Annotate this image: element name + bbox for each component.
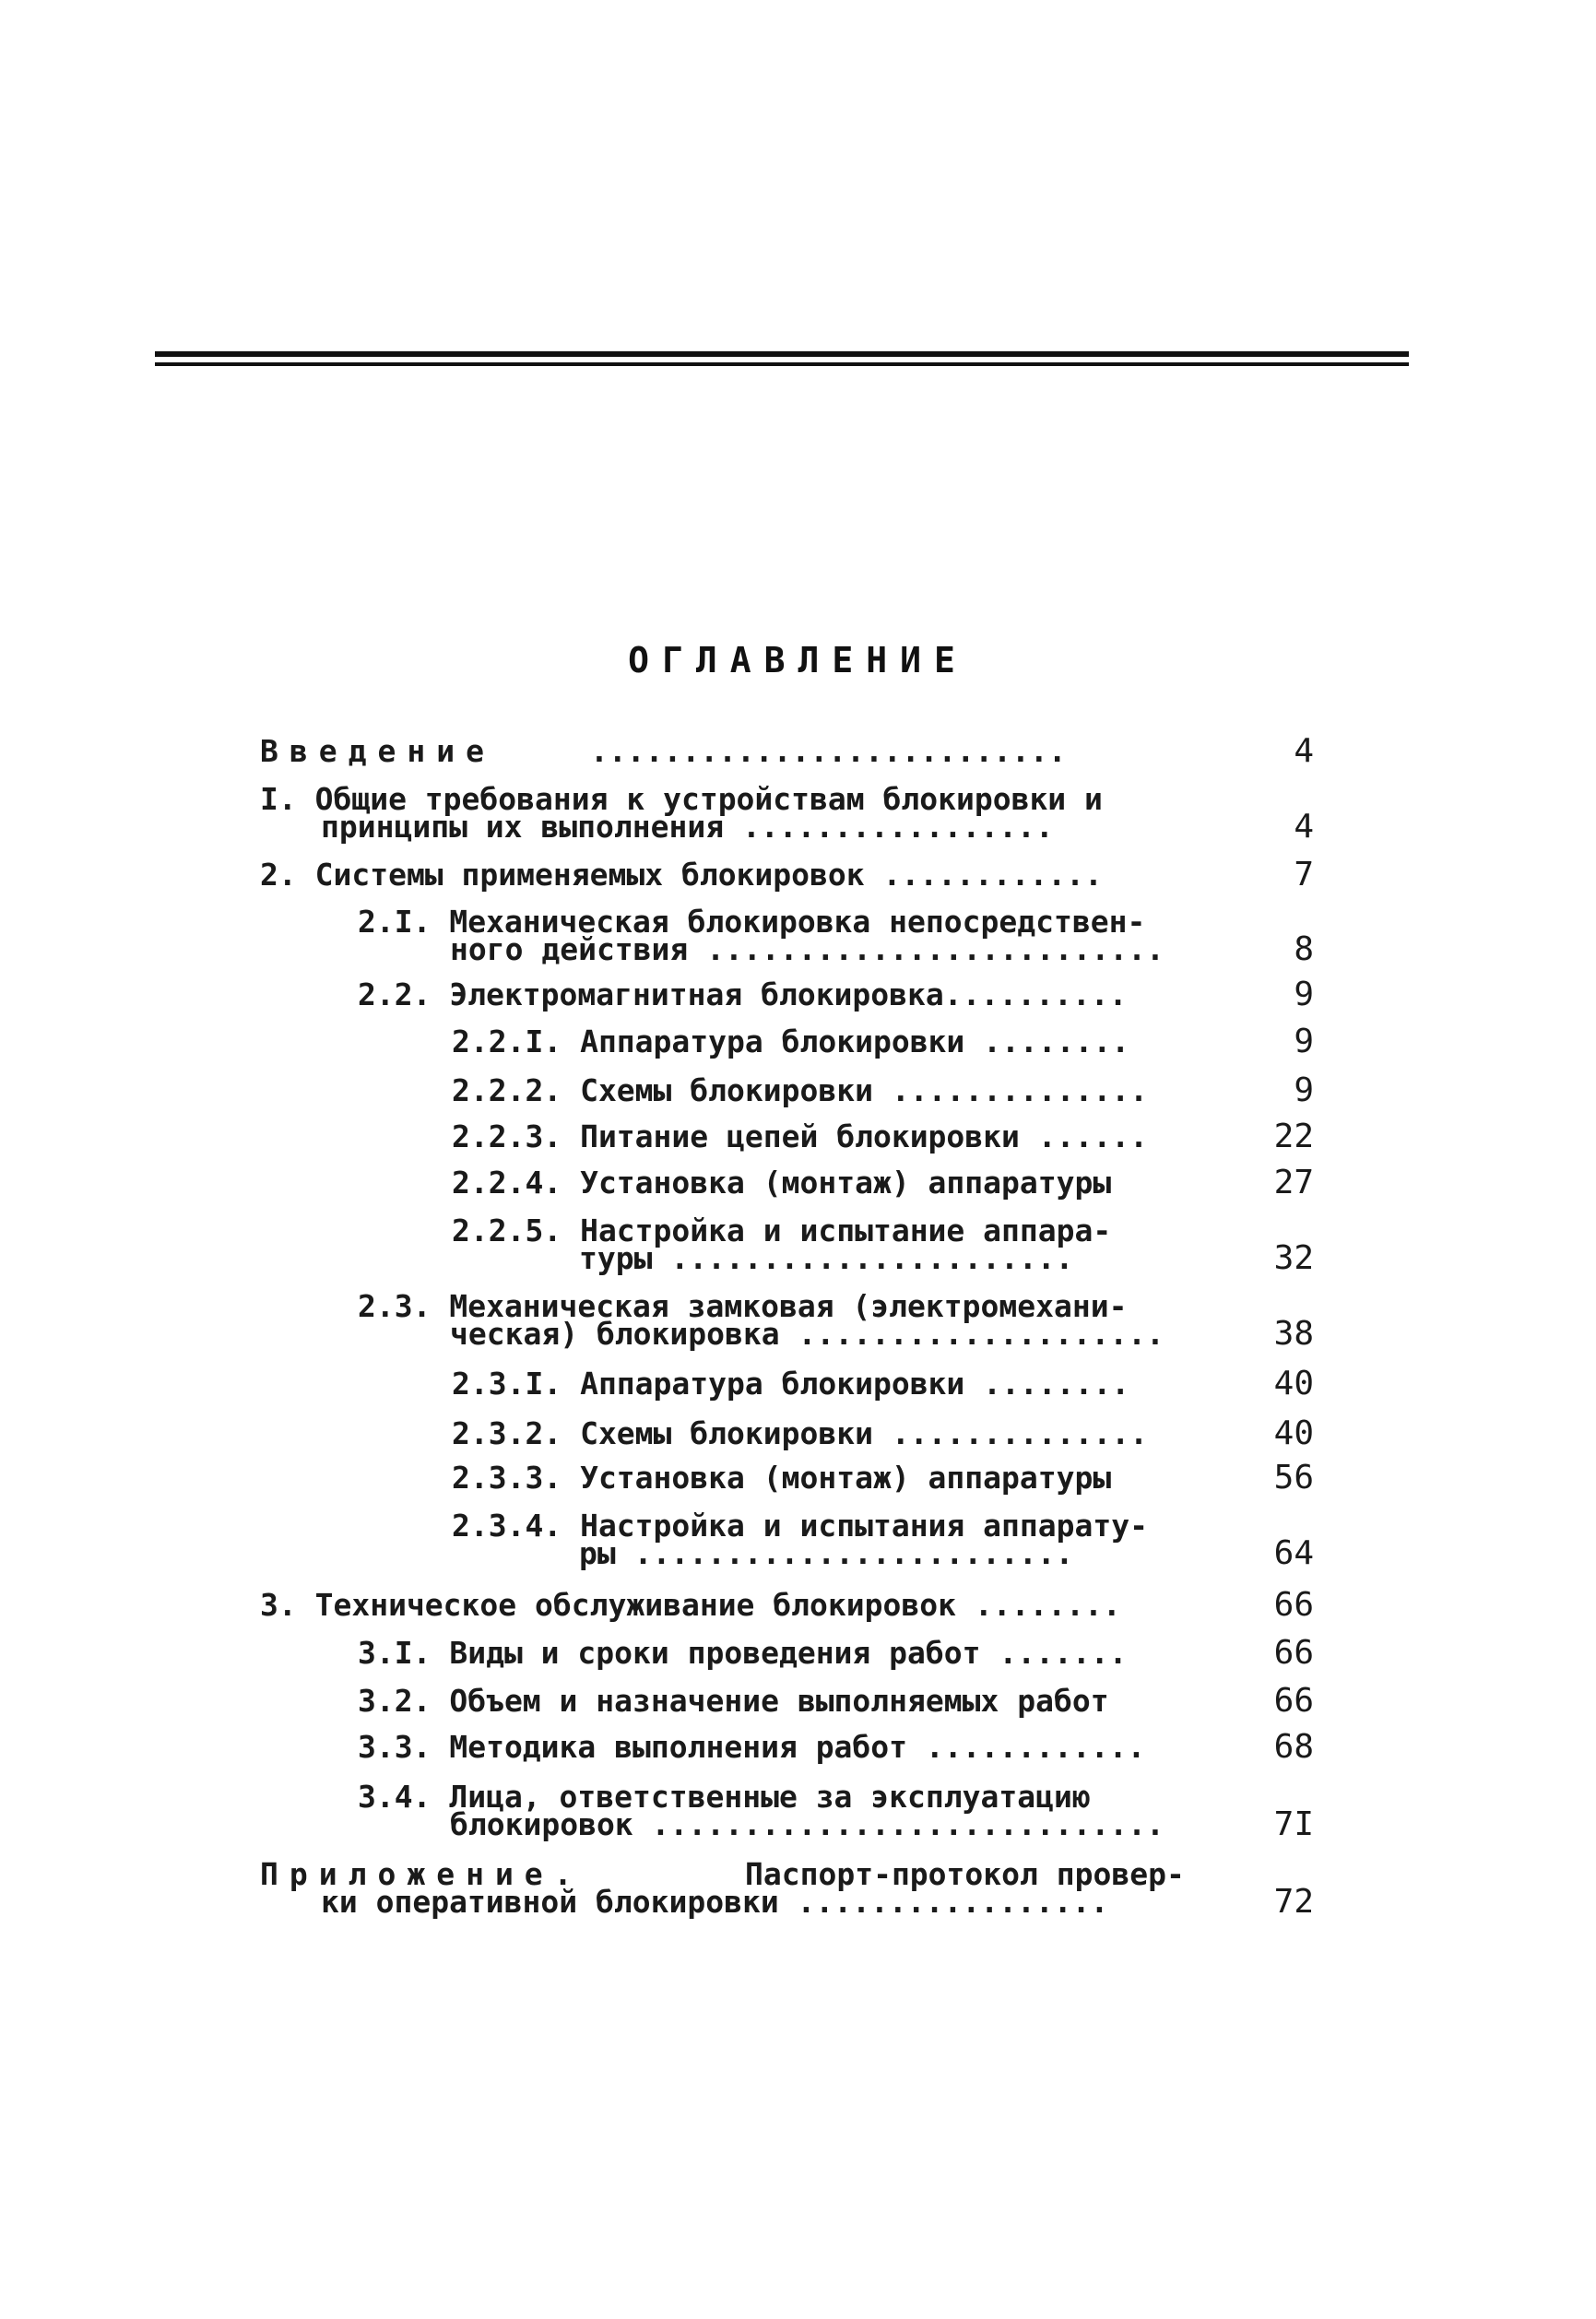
toc-entry-title-cont: туры ......................: [579, 1240, 1074, 1276]
toc-page-number: 40: [1273, 1414, 1314, 1452]
toc-entry-title: 2.2.5. Настройка и испытание аппара-: [452, 1213, 1112, 1248]
toc-entry-title: 2.3. Механическая замковая (электромехани-: [358, 1288, 1128, 1324]
toc-page-number: 56: [1273, 1459, 1314, 1497]
page-title: ОГЛАВЛЕНИЕ: [628, 640, 968, 680]
toc-entry-title-cont: ческая) блокировка ....................: [450, 1316, 1164, 1352]
toc-entry-2-2: [0, 976, 1596, 1013]
toc-entry-title: Введение: [260, 733, 495, 769]
toc-entry-title: 2.2.2. Схемы блокировки ..............: [452, 1072, 1148, 1108]
toc-entry-2-3-3: [0, 1460, 1596, 1497]
toc-entry-title-cont: блокировок ............................: [450, 1806, 1164, 1842]
toc-entry-title: 2.3.4. Настройка и испытания аппарату-: [452, 1508, 1148, 1544]
toc-entry-title-extra: Паспорт-протокол провер-: [745, 1856, 1185, 1892]
toc-entry-title: 3.3. Методика выполнения работ ............: [358, 1729, 1146, 1765]
toc-page-number: 8: [1294, 930, 1314, 968]
toc-page-number: 4: [1294, 732, 1314, 770]
toc-entry-2-3-cont: [0, 1316, 1596, 1353]
toc-entry-title: I. Общие требования к устройствам блокировки и: [260, 781, 1103, 817]
toc-entry-2-3-2: [0, 1415, 1596, 1452]
top-rule: [155, 351, 1409, 357]
toc-entry-title-cont: ки оперативной блокировки .................: [321, 1884, 1109, 1920]
toc-page-number: 32: [1273, 1239, 1314, 1277]
toc-page-number: 66: [1273, 1682, 1314, 1720]
toc-entry-title: 2.3.I. Аппаратура блокировки ........: [452, 1366, 1130, 1402]
toc-page-number: 9: [1294, 1071, 1314, 1109]
toc-entry-2: [0, 857, 1596, 893]
toc-entry-2-2-1: [0, 1023, 1596, 1060]
toc-leader-dots: ..........................: [590, 733, 1067, 769]
toc-entry-title: Приложение.: [260, 1856, 584, 1892]
toc-entry-appendix-cont: [0, 1884, 1596, 1921]
toc-entry-2-1-cont: [0, 931, 1596, 968]
toc-entry-2-2-5-cont: [0, 1240, 1596, 1277]
toc-page-number: 27: [1273, 1164, 1314, 1201]
toc-page-number: 38: [1273, 1315, 1314, 1353]
toc-entry-title-cont: ного действия .........................: [450, 931, 1164, 967]
toc-page-number: 9: [1294, 976, 1314, 1013]
toc-entry-title: 3. Техническое обслуживание блокировок ........: [260, 1587, 1121, 1623]
toc-entry-title: 3.4. Лица, ответственные за эксплуатацию: [358, 1779, 1091, 1815]
toc-page-number: 7I: [1273, 1805, 1314, 1843]
toc-page-number: 72: [1273, 1883, 1314, 1921]
toc-entry-title-cont: принципы их выполнения .................: [321, 809, 1054, 845]
toc-page-number: 64: [1273, 1534, 1314, 1572]
top-rule-thin: [155, 362, 1409, 366]
toc-entry-title: 2.2.3. Питание цепей блокировки ......: [452, 1118, 1148, 1154]
toc-entry-3-2: [0, 1683, 1596, 1720]
toc-entry-title: 2. Системы применяемых блокировок ............: [260, 857, 1103, 893]
toc-entry-2-2-4: [0, 1165, 1596, 1201]
toc-entry-title: 2.2. Электромагнитная блокировка..........: [358, 976, 1128, 1012]
toc-entry-3: [0, 1587, 1596, 1624]
toc-page-number: 4: [1294, 808, 1314, 846]
toc-entry-2-3-1: [0, 1366, 1596, 1402]
toc-entry-3-1: [0, 1635, 1596, 1672]
toc-page-number: 68: [1273, 1728, 1314, 1766]
toc-page-number: 40: [1273, 1365, 1314, 1402]
toc-entry-1-cont: [0, 809, 1596, 846]
toc-entry-2-2-2: [0, 1072, 1596, 1109]
toc-page-number: 22: [1273, 1118, 1314, 1155]
toc-entry-3-4-cont: [0, 1806, 1596, 1843]
toc-page-number: 7: [1294, 856, 1314, 893]
toc-entry-title: 2.2.4. Установка (монтаж) аппаратуры: [452, 1165, 1112, 1201]
toc-page-number: 9: [1294, 1023, 1314, 1060]
toc-entry-title: 2.2.I. Аппаратура блокировки ........: [452, 1023, 1130, 1059]
toc-entry-title: 2.3.3. Установка (монтаж) аппаратуры: [452, 1460, 1112, 1496]
toc-entry-title: 3.2. Объем и назначение выполняемых работ: [358, 1683, 1109, 1719]
toc-entry-title-cont: ры ........................: [579, 1535, 1074, 1571]
toc-entry-intro: [0, 733, 1596, 770]
toc-entry-title: 3.I. Виды и сроки проведения работ .......: [358, 1635, 1128, 1671]
toc-entry-3-3: [0, 1729, 1596, 1766]
toc-page-number: 66: [1273, 1634, 1314, 1672]
toc-entry-title: 2.I. Механическая блокировка непосредствен-: [358, 904, 1146, 940]
toc-entry-2-2-3: [0, 1118, 1596, 1155]
toc-page-number: 66: [1273, 1586, 1314, 1624]
toc-entry-title: 2.3.2. Схемы блокировки ..............: [452, 1415, 1148, 1451]
toc-entry-2-3-4-cont: [0, 1535, 1596, 1572]
